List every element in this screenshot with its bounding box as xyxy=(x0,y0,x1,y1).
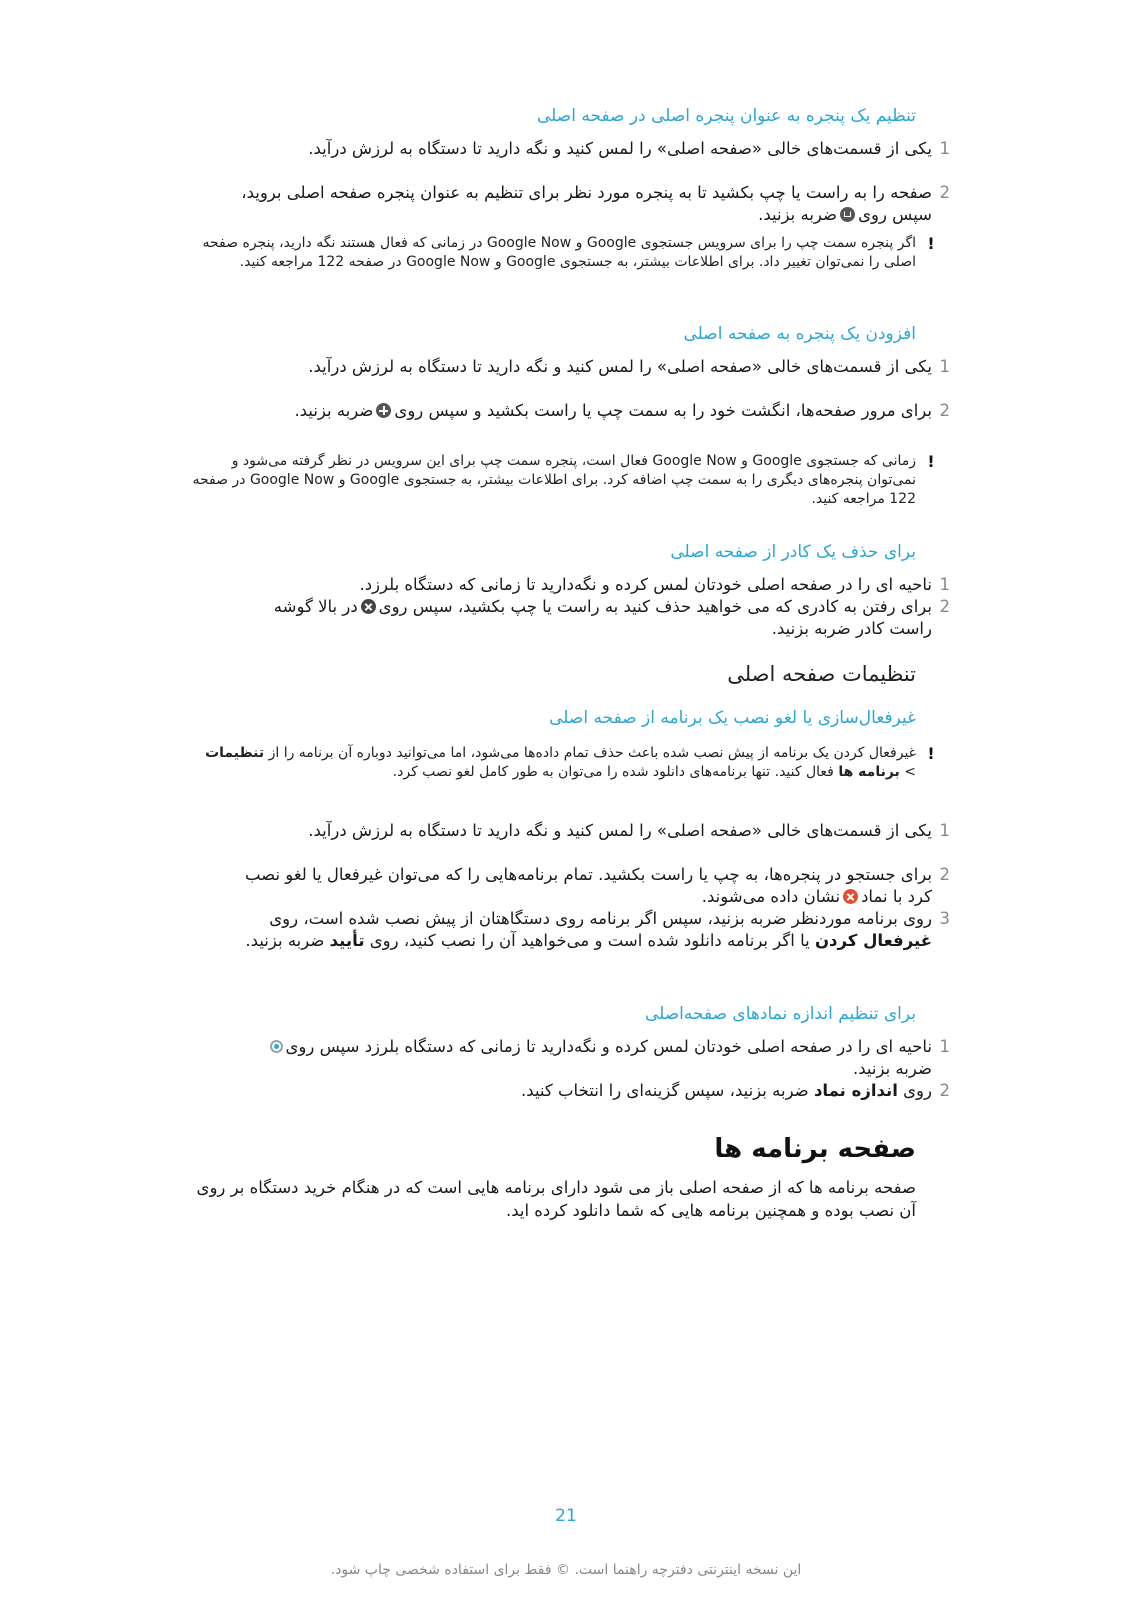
home-icon xyxy=(840,207,855,222)
step-text-part: ضربه بزنید. xyxy=(294,401,374,420)
step-text xyxy=(240,1080,932,1102)
step-text xyxy=(240,400,932,422)
step-text-part: ضربه بزنید. xyxy=(245,931,325,950)
step-number: 3 xyxy=(939,909,950,928)
step-text xyxy=(240,596,932,640)
add-icon xyxy=(376,403,391,418)
remove-icon xyxy=(361,599,376,614)
step-number: 2 xyxy=(939,401,950,420)
apps-screen-description: صفحه برنامه ها که از صفحه اصلی باز می شود دارای برنامه هایی است که در هنگام خرید دستگاه بر روی آن نصب بوده و همچنین برنامه هایی که شما دانلود کرده اید. xyxy=(196,1178,916,1220)
page-number: 21 xyxy=(555,1506,577,1526)
step-number: 1 xyxy=(939,1037,950,1056)
step-text-part: ناحیه ای را در صفحه اصلی خودتان لمس کرده و نگه‌دارید تا زمانی که دستگاه بلرزد سپس روی xyxy=(285,1037,932,1056)
confirm-label: تأیید xyxy=(329,931,365,950)
settings-label: تنظیمات xyxy=(205,745,265,761)
step-text-part: ضربه بزنید. xyxy=(758,205,838,224)
step-text-part: برای مرور صفحه‌ها، انگشت خود را به سمت چپ یا راست بکشید و سپس روی xyxy=(394,401,932,420)
warning-icon: ! xyxy=(927,234,935,253)
step-text-part: ضربه بزنید. xyxy=(853,1059,932,1078)
step-text: ناحیه ای را در صفحه اصلی خودتان لمس کرده و نگه‌دارید تا زمانی که دستگاه بلرزد. xyxy=(359,575,932,594)
step-text-part: در بالا گوشه راست کادر ضربه بزنید. xyxy=(273,597,932,638)
section-heading-icon-size: برای تنظیم اندازه نمادهای صفحه‌اصلی xyxy=(644,1004,916,1024)
settings-title: تنظیمات صفحه اصلی xyxy=(727,662,916,686)
note-text xyxy=(190,744,916,782)
step-text-part: روی برنامه موردنظر ضربه بزنید، سپس اگر برنامه روی دستگاهتان از پیش نصب شده است، روی xyxy=(269,909,932,928)
step-text: یکی از قسمت‌های خالی «صفحه اصلی» را لمس کنید و نگه دارید تا دستگاه به لرزش درآید. xyxy=(308,357,932,376)
step-text-part: نشان داده می‌شوند. xyxy=(701,887,841,906)
note-text-part: غیرفعال کردن یک برنامه از پیش نصب شده باعث حذف تمام داده‌ها می‌شود، اما می‌توانید دوباره آن برنامه را از xyxy=(268,745,916,761)
section-heading-remove-tile: برای حذف یک کادر از صفحه اصلی xyxy=(670,542,916,562)
uninstall-icon xyxy=(843,889,858,904)
section-heading-set-home-pane: تنظیم یک پنجره به عنوان پنجره اصلی در صفحه اصلی xyxy=(537,106,916,126)
step-text: یکی از قسمت‌های خالی «صفحه اصلی» را لمس کنید و نگه دارید تا دستگاه به لرزش درآید. xyxy=(308,139,932,158)
disable-label: غیرفعال کردن xyxy=(814,931,932,950)
step-number: 1 xyxy=(939,139,950,158)
step-text: یکی از قسمت‌های خالی «صفحه اصلی» را لمس کنید و نگه دارید تا دستگاه به لرزش درآید. xyxy=(308,821,932,840)
warning-icon: ! xyxy=(927,744,935,763)
apps-label: برنامه ها xyxy=(838,764,900,780)
step-text xyxy=(240,864,932,908)
step-number: 2 xyxy=(939,183,950,202)
step-text xyxy=(240,908,932,952)
section-heading-disable-app: غیرفعال‌سازی یا لغو نصب یک برنامه از صفحه اصلی xyxy=(549,708,916,728)
step-number: 1 xyxy=(939,575,950,594)
step-text-part: برای جستجو در پنجره‌ها، به چپ یا راست بکشید. تمام برنامه‌هایی را که می‌توان غیرفعال یا لغو نصب کرد با نماد xyxy=(244,865,932,906)
page-footer: این نسخه اینترنتی دفترچه راهنما است. © فقط برای استفاده شخصی چاپ شود. xyxy=(330,1562,802,1578)
icon-size-label: اندازه نماد xyxy=(813,1081,898,1100)
step-text-part: برای رفتن به کادری که می خواهید حذف کنید به راست یا چپ بکشید، سپس روی xyxy=(378,597,932,616)
settings-gear-icon xyxy=(270,1040,283,1053)
section-heading-add-pane: افزودن یک پنجره به صفحه اصلی xyxy=(683,324,916,344)
step-text-part: ضربه بزنید، سپس گزینه‌ای را انتخاب کنید. xyxy=(521,1081,809,1100)
step-text xyxy=(240,182,932,226)
warning-icon: ! xyxy=(927,452,935,471)
step-number: 1 xyxy=(939,357,950,376)
note-text-part: فعال کنید. تنها برنامه‌های دانلود شده را می‌توان به طور کامل لغو نصب کرد. xyxy=(392,764,834,780)
menu-separator: > xyxy=(904,764,916,780)
step-number: 2 xyxy=(939,597,950,616)
step-number: 2 xyxy=(939,1081,950,1100)
note-text: اگر پنجره سمت چپ را برای سرویس جستجوی Google و Google Now در زمانی که فعال هستند نگه دارید، پنجره صفحه اصلی را نمی‌توان تغییر داد. برای اطلاعات بیشتر، به جستجوی Google و Google Now در صفحه 122 مراجعه کنید. xyxy=(202,235,916,270)
step-text-part: روی xyxy=(903,1081,932,1100)
step-text xyxy=(240,1036,932,1080)
step-number: 1 xyxy=(939,821,950,840)
step-number: 2 xyxy=(939,865,950,884)
apps-screen-title: صفحه برنامه ها xyxy=(714,1134,916,1164)
step-text-part: صفحه را به راست یا چپ بکشید تا به پنجره مورد نظر برای تنظیم به عنوان پنجره صفحه اصلی بروید، سپس روی xyxy=(241,183,932,224)
step-text-part: یا اگر برنامه دانلود شده است و می‌خواهید آن را نصب کنید، روی xyxy=(369,931,810,950)
note-text: زمانی که جستجوی Google و Google Now فعال است، پنجره سمت چپ برای این سرویس در نظر گرفته می‌شود و نمی‌توان پنجره‌های دیگری را به سمت چپ اضافه کرد. برای اطلاعات بیشتر، به جستجوی Google و Google Now در صفحه 122 مراجعه کنید. xyxy=(192,453,916,507)
